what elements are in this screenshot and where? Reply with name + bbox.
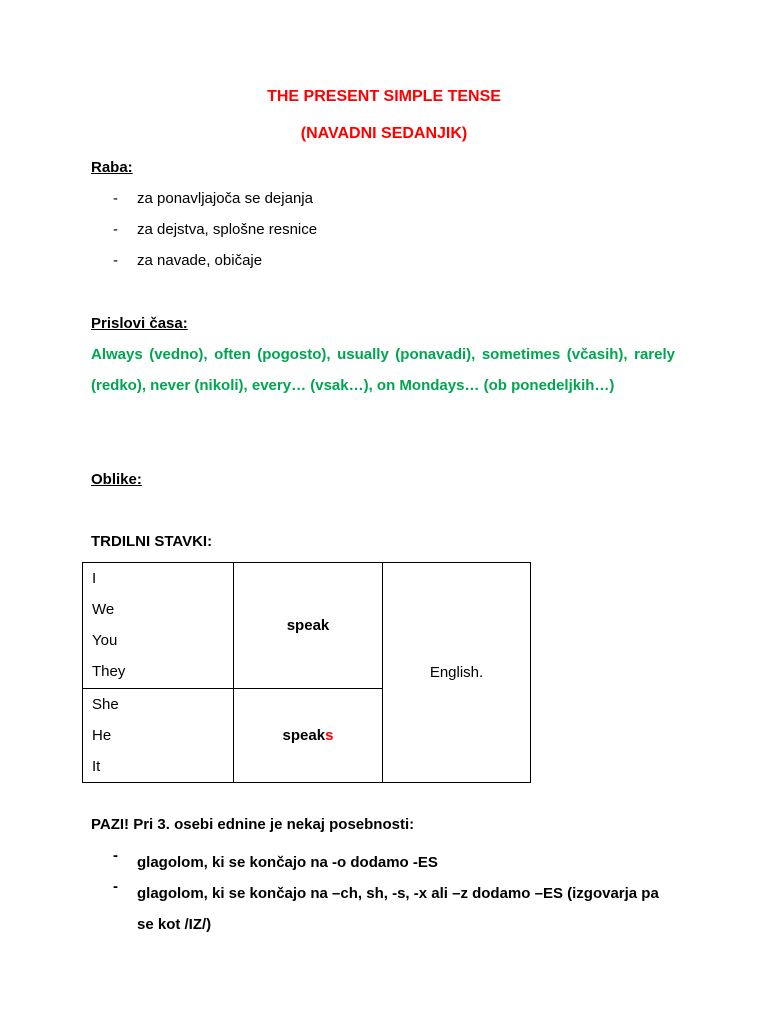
bullet-dash: - bbox=[113, 878, 118, 895]
raba-heading: Raba: bbox=[91, 159, 133, 176]
pazi-note: PAZI! Pri 3. osebi ednine je nekaj posebnosti: bbox=[91, 816, 415, 833]
prislovi-heading: Prislovi časa: bbox=[91, 315, 188, 332]
pronoun-cell-plural bbox=[83, 563, 234, 689]
verb-cell bbox=[234, 563, 383, 689]
verb-speaks bbox=[234, 727, 382, 744]
object-cell bbox=[383, 563, 531, 783]
pronoun: We bbox=[92, 601, 115, 618]
pronoun: You bbox=[92, 632, 118, 649]
oblike-heading: Oblike: bbox=[91, 471, 142, 488]
page-title: THE PRESENT SIMPLE TENSE bbox=[267, 88, 501, 105]
verb-suffix: s bbox=[325, 727, 334, 744]
conjugation-table bbox=[82, 562, 531, 783]
raba-item-text: za dejstva, splošne resnice bbox=[137, 221, 318, 238]
raba-item-text: za navade, običaje bbox=[137, 252, 263, 269]
pronoun: They bbox=[92, 663, 126, 680]
verb-speak: speak bbox=[286, 617, 330, 634]
raba-item-text: za ponavljajoča se dejanja bbox=[137, 190, 313, 207]
bullet-dash: - bbox=[113, 252, 118, 269]
pronoun: It bbox=[92, 758, 101, 775]
pronoun: I bbox=[92, 570, 97, 587]
verb-cell-third bbox=[234, 689, 383, 783]
bullet-dash: - bbox=[113, 847, 118, 864]
pronoun: He bbox=[92, 727, 112, 744]
pazi-item-text: glagolom, ki se končajo na -o dodamo -ES bbox=[137, 854, 438, 871]
trdilni-heading: TRDILNI STAVKI: bbox=[91, 533, 213, 550]
adverbs-paragraph: Always (vedno), often (pogosto), usually (ponavadi), sometimes (včasih), rarely (redko), never (nikoli), every… (vsak…), on Mondays… (ob ponedeljkih…) bbox=[91, 346, 675, 394]
object-english: English. bbox=[429, 663, 484, 681]
pronoun-cell-third bbox=[83, 689, 234, 783]
bullet-dash: - bbox=[113, 221, 118, 238]
bullet-dash: - bbox=[113, 190, 118, 207]
page-subtitle: (NAVADNI SEDANJIK) bbox=[300, 125, 468, 142]
pazi-item-text: glagolom, ki se končajo na –ch, sh, -s, -x ali –z dodamo –ES (izgovarja pa se kot /IZ/) bbox=[137, 885, 659, 933]
verb-base: speak bbox=[282, 727, 326, 744]
pronoun: She bbox=[92, 696, 119, 713]
